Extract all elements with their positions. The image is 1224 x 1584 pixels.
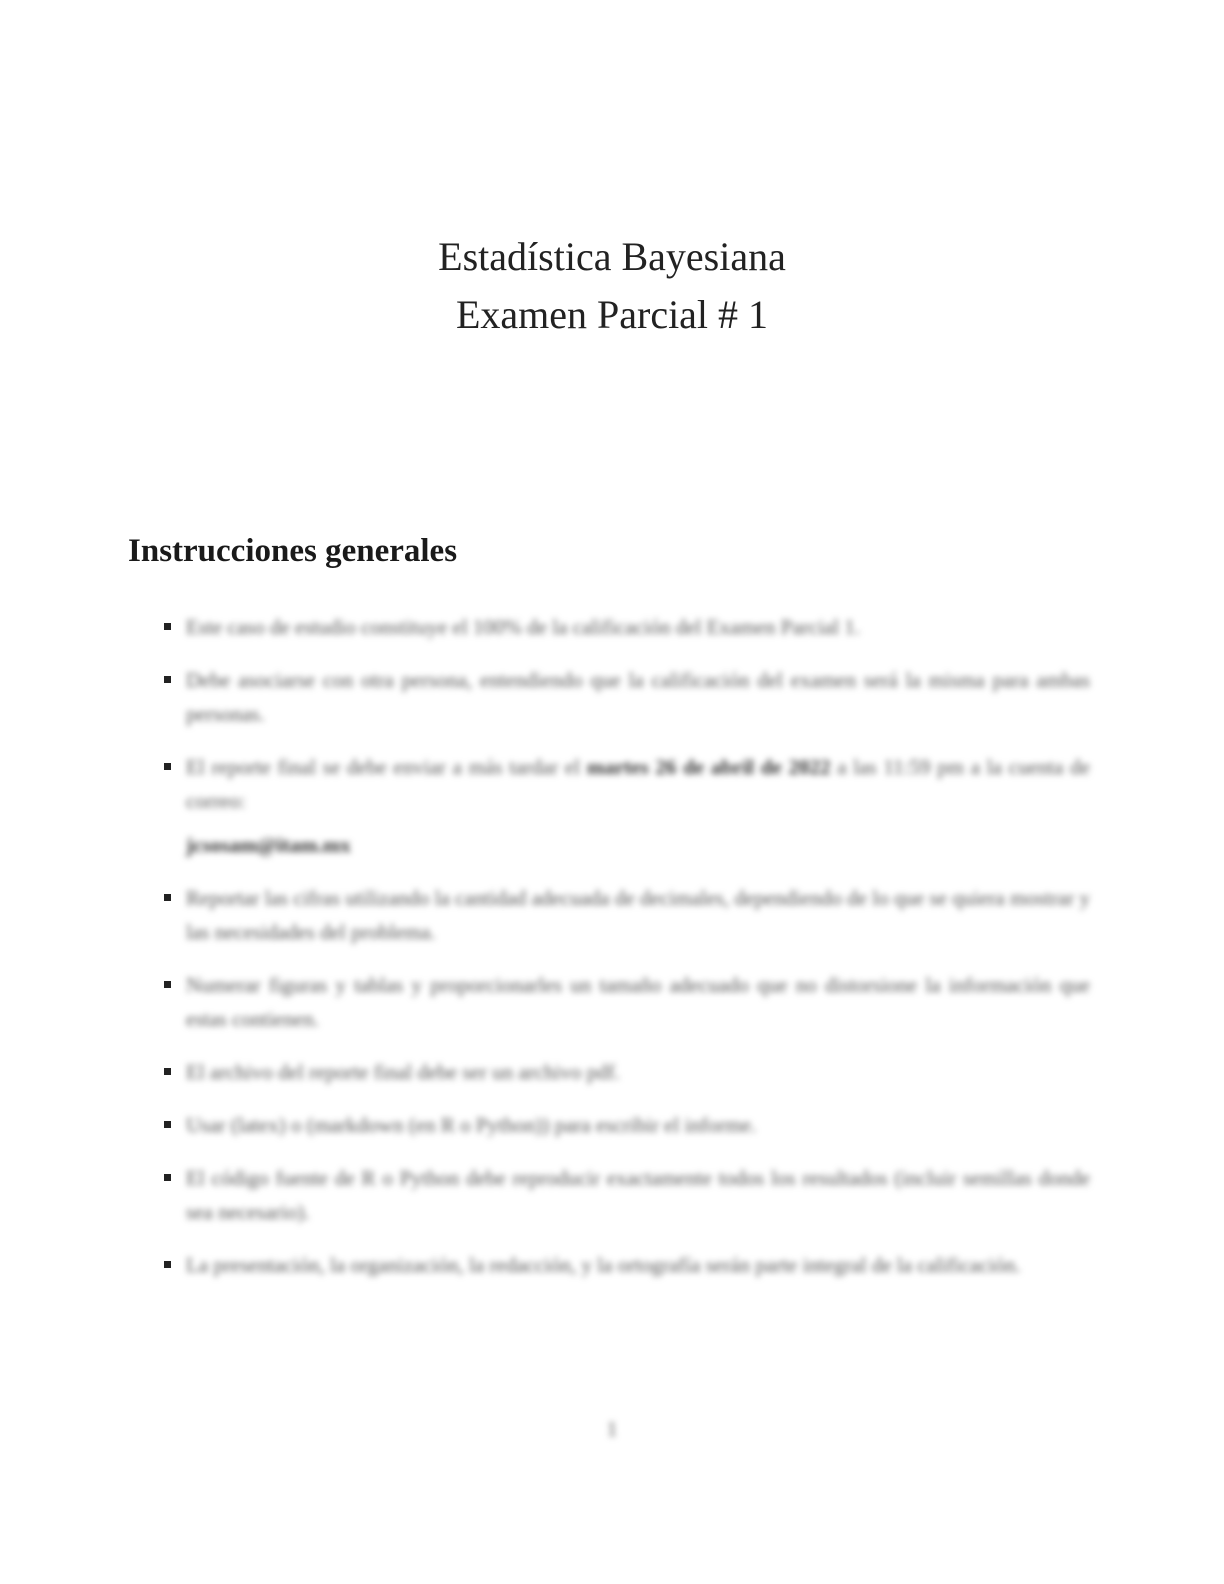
list-item xyxy=(160,1055,1090,1089)
instruction-text-after: a las 11:59 pm a la cuenta de correo: xyxy=(186,755,1090,813)
instruction-text: Este caso de estudio constituye el 100% de la calificación del Examen Parcial 1. xyxy=(186,615,861,639)
list-item xyxy=(160,1108,1090,1142)
title-block xyxy=(0,228,1224,344)
bullet-icon xyxy=(164,623,171,630)
instruction-text: Debe asociarse con otra persona, entendiendo que la calificación del examen será la misma para ambas personas. xyxy=(186,668,1090,726)
instruction-text: Reportar las cifras utilizando la cantidad adecuada de decimales, dependiendo de lo que se quiera mostrar y las necesidades del problema. xyxy=(186,886,1090,944)
bullet-icon xyxy=(164,1174,171,1181)
list-item xyxy=(160,1161,1090,1229)
instruction-text: El código fuente de R o Python debe reproducir exactamente todos los resultados (incluir semillas donde sea necesario). xyxy=(186,1166,1090,1224)
bullet-icon xyxy=(164,763,171,770)
instruction-text xyxy=(186,755,1090,862)
bullet-icon xyxy=(164,981,171,988)
list-item xyxy=(160,1248,1090,1282)
instruction-text-before: El reporte final se debe enviar a más tardar el xyxy=(186,755,587,779)
list-item xyxy=(160,750,1090,862)
instruction-text: La presentación, la organización, la redacción, y la ortografía serán parte integral de la calificación. xyxy=(186,1253,1021,1277)
list-item xyxy=(160,663,1090,731)
bullet-icon xyxy=(164,894,171,901)
instructions-list xyxy=(160,610,1090,1301)
exam-title: Examen Parcial # 1 xyxy=(455,292,769,337)
instruction-text: El archivo del reporte final debe ser un archivo pdf. xyxy=(186,1060,620,1084)
page-number: 1 xyxy=(606,1417,618,1441)
section-heading: Instrucciones generales xyxy=(128,533,458,569)
instruction-text: Numerar figuras y tablas y proporcionarles un tamaño adecuado que no distorsione la información que estas contienen. xyxy=(186,973,1090,1031)
email-address: jcsosam@itam.mx xyxy=(186,833,351,857)
instruction-text: Usar (latex) o (markdown (en R o Python)) para escribir el informe. xyxy=(186,1113,757,1137)
course-title: Estadística Bayesiana xyxy=(438,234,786,279)
bullet-icon xyxy=(164,1121,171,1128)
bullet-icon xyxy=(164,1261,171,1268)
list-item xyxy=(160,881,1090,949)
list-item xyxy=(160,610,1090,644)
deadline-date: martes 26 de abril de 2022 xyxy=(586,755,831,779)
bullet-icon xyxy=(164,676,171,683)
list-item xyxy=(160,968,1090,1036)
bullet-icon xyxy=(164,1068,171,1075)
